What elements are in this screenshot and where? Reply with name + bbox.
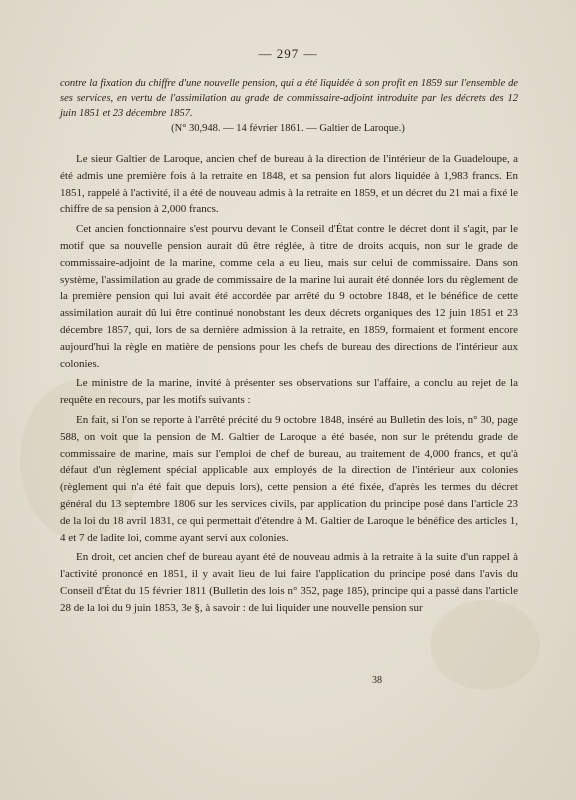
intro-italic: contre la fixation du chiffre d'une nouvelle pension, qui a été liquidée à son profit en 1859 sur l'ensemble de ses services, en vertu de l'assimilation au grade de commissaire-adjoint introduite par les décrets des 12 juin 1851 et 23 décembre 1857. [60, 78, 518, 119]
body-text [60, 151, 518, 617]
paragraph: En fait, si l'on se reporte à l'arrêté précité du 9 octobre 1848, inséré au Bulletin des lois, n° 30, page 588, on voit que la pension de M. Galtier de Laroque a été basée, non sur le prétendu grade de commissaire de marine, mais sur l'emploi de chef de bureau, au traitement de 4,000 francs, et qu'à défaut d'un règlement spécial applicable aux employés de la direction de l'intérieur aux colonies (règlement qui n'a été fait que depuis lors), cette pension a été fixée, d'après les termes du décret général du 13 septembre 1806 sur les services civils, par application du principe posé dans l'article 23 de la loi du 18 avril 1831, ce qui permettait d'étendre à M. Galtier de Laroque le bénéfice des articles 1, 4 et 7 de ladite loi, comme ayant servi aux colonies. [60, 413, 518, 544]
signature-mark: 38 [372, 675, 382, 686]
decision-reference: (N° 30,948. — 14 février 1861. — Galtier de Laroque.) [171, 123, 405, 134]
paragraph: En droit, cet ancien chef de bureau ayant été de nouveau admis à la retraite à la suite d'un rappel à l'activité prononcé en 1851, il y avait lieu de lui faire l'application du principe posé dans l'avis du Conseil d'État du 15 février 1811 (Bulletin des lois n° 352, page 185), principe qui a passé dans l'article 28 de la loi du 9 juin 1853, 3e §, à savoir : de lui liquider une nouvelle pension sur [60, 551, 518, 614]
paragraph: Cet ancien fonctionnaire s'est pourvu devant le Conseil d'État contre le décret dont il s'agit, par le motif que sa nouvelle pension aurait dû être réglée, à titre de droits acquis, non sur le grade de commissaire-adjoint de la marine, comme cela a eu lieu, mais sur celui de commissaire. Dans son système, l'assimilation au grade de commissaire de la marine lui aurait été donnée lors du règlement de la première pension qui lui avait été accordée par arrêté du 9 octobre 1848, et le bénéfice de cette assimilation aurait dû lui être continué nonobstant les deux décrets organiques des 12 juin 1851 et 23 décembre 1857, qui, lors de sa dernière admission à la retraite, en 1859, formaient et forment encore aujourd'hui la règle en matière de pensions pour les chefs de bureau des directions de l'intérieur aux colonies. [60, 223, 518, 370]
paragraph: Le sieur Galtier de Laroque, ancien chef de bureau à la direction de l'intérieur de la Guadeloupe, a été admis une première fois à la retraite en 1848, et sa pension fut alors liquidée à 1,983 francs. En 1851, rappelé à l'activité, il a été de nouveau admis à la retraite en 1859, et un décret du 21 mai a fixé le chiffre de sa pension à 2,000 francs. [60, 153, 518, 216]
paragraph: Le ministre de la marine, invité à présenter ses observations sur l'affaire, a conclu au rejet de la requête en recours, par les motifs suivants : [60, 377, 518, 407]
page-number: — 297 — [258, 46, 318, 61]
